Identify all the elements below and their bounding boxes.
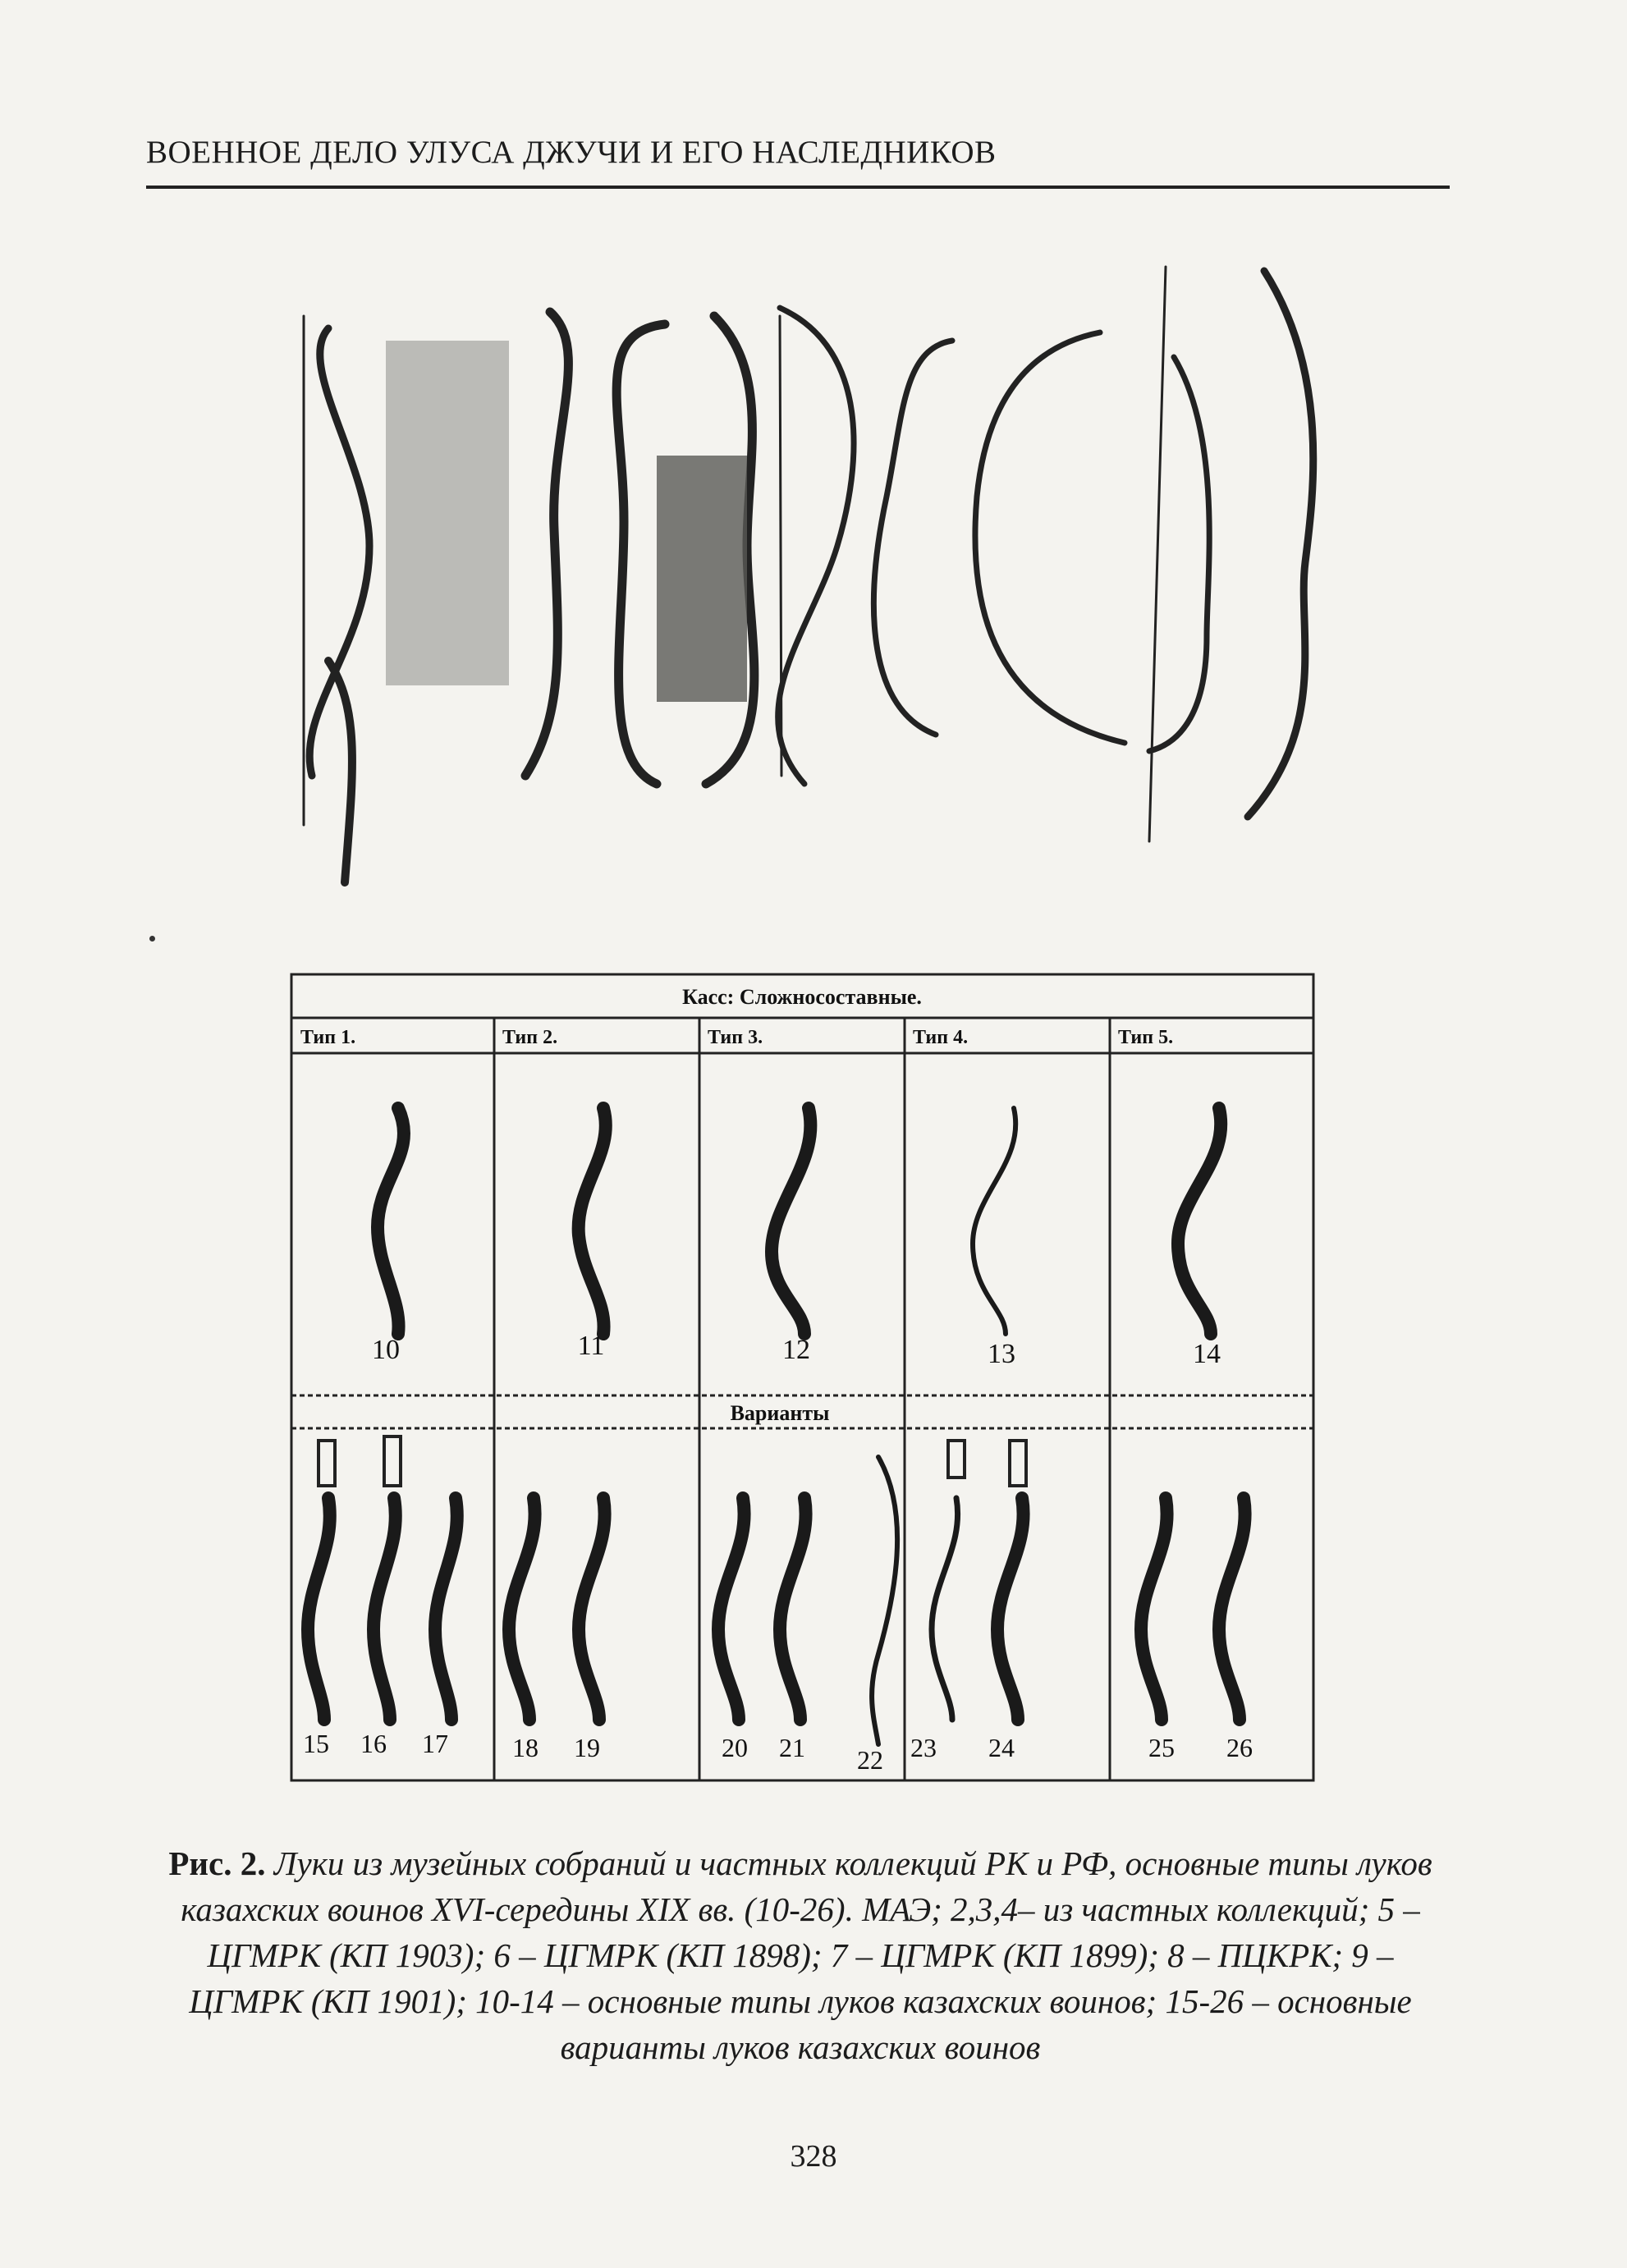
bowstring [1149, 267, 1166, 841]
bow-illustration [975, 332, 1125, 743]
bow-limb-drawing [973, 1108, 1015, 1334]
bow-limb-drawing [872, 1457, 897, 1744]
figure-caption-text: Луки из музейных собраний и частных коллекций РК и РФ, основные типы луков казахских воинов XVI-середины XIX вв. (10-26). МАЭ; 2,3,4– из частных коллекций; 5 – ЦГМРК (КП 1903); 6 – ЦГМРК (КП 1898); 7 – ЦГМРК (КП 1899); 8 – ПЦКРК; 9 – ЦГМРК (КП 1901); 10-14 – основные типы луков казахских воинов; 15-26 – основные варианты луков казахских воинов [181, 1844, 1432, 2066]
bow-number: 22 [857, 1745, 883, 1775]
bow-illustration [309, 328, 369, 776]
bow-number: 24 [988, 1733, 1015, 1762]
bow-limb-drawing [374, 1498, 396, 1720]
bow-number: 21 [779, 1733, 805, 1762]
wrapped-grip [657, 456, 747, 702]
textile-wrapping [386, 341, 509, 685]
bow-limb-drawing [579, 1108, 606, 1334]
bow-limb-drawing [579, 1498, 605, 1720]
bow-limb-drawing [509, 1498, 535, 1720]
bow-limb-drawing [932, 1498, 958, 1720]
bow-limb-drawing [1178, 1108, 1221, 1334]
bow-number: 15 [303, 1729, 329, 1758]
bow-limb-drawing [378, 1108, 404, 1334]
bow-tip-detail [319, 1441, 335, 1486]
type-label: Тип 5. [1118, 1027, 1174, 1048]
table-class-label: Касс: Сложносоставные. [682, 985, 922, 1009]
bow-limb-drawing [435, 1498, 457, 1720]
bow-number: 17 [422, 1729, 448, 1758]
bow-tip-detail [948, 1441, 965, 1478]
bow-limb-drawing [308, 1498, 330, 1720]
bow-number: 23 [910, 1733, 937, 1762]
type-label: Тип 3. [708, 1027, 763, 1048]
figure-caption [164, 1840, 1437, 2070]
bow-illustration [525, 312, 568, 776]
bow-number: 25 [1148, 1733, 1175, 1762]
bow-limb-drawing [772, 1108, 810, 1334]
bow-number: 11 [577, 1331, 605, 1361]
type-label: Тип 4. [913, 1027, 969, 1048]
variants-label: Варианты [730, 1401, 830, 1425]
bow-illustration [328, 661, 352, 882]
bow-limb-drawing [1141, 1498, 1167, 1720]
header-rule [146, 186, 1450, 189]
bow-number: 14 [1193, 1339, 1221, 1369]
bowstring [780, 316, 781, 776]
bow-illustration [1248, 271, 1313, 817]
bow-number: 26 [1226, 1733, 1253, 1762]
bow-classification-table [287, 973, 1318, 1784]
type-label: Тип 2. [502, 1027, 558, 1048]
bow-number: 12 [782, 1335, 810, 1365]
bow-number: 20 [722, 1733, 748, 1762]
bow-illustration [873, 341, 952, 735]
bow-limb-drawing [997, 1498, 1024, 1720]
bow-tip-detail [1010, 1441, 1026, 1486]
bows-photo-plate [279, 250, 1346, 973]
bow-illustration [778, 308, 854, 784]
bow-number: 10 [372, 1335, 400, 1365]
bow-limb-drawing [780, 1498, 806, 1720]
type-label: Тип 1. [300, 1027, 356, 1048]
page-number: 328 [790, 2139, 837, 2174]
bow-number: 16 [360, 1729, 387, 1758]
bow-limb-drawing [1219, 1498, 1245, 1720]
bow-number: 18 [512, 1733, 539, 1762]
bow-limb-drawing [718, 1498, 745, 1720]
bow-tip-detail [384, 1436, 401, 1486]
bow-number: 13 [988, 1339, 1015, 1369]
running-title: ВОЕННОЕ ДЕЛО УЛУСА ДЖУЧИ И ЕГО НАСЛЕДНИКОВ [146, 135, 997, 170]
scan-artifact-dot [149, 936, 155, 942]
figure-caption-label: Рис. 2. [168, 1844, 266, 1882]
bow-number: 19 [574, 1733, 600, 1762]
